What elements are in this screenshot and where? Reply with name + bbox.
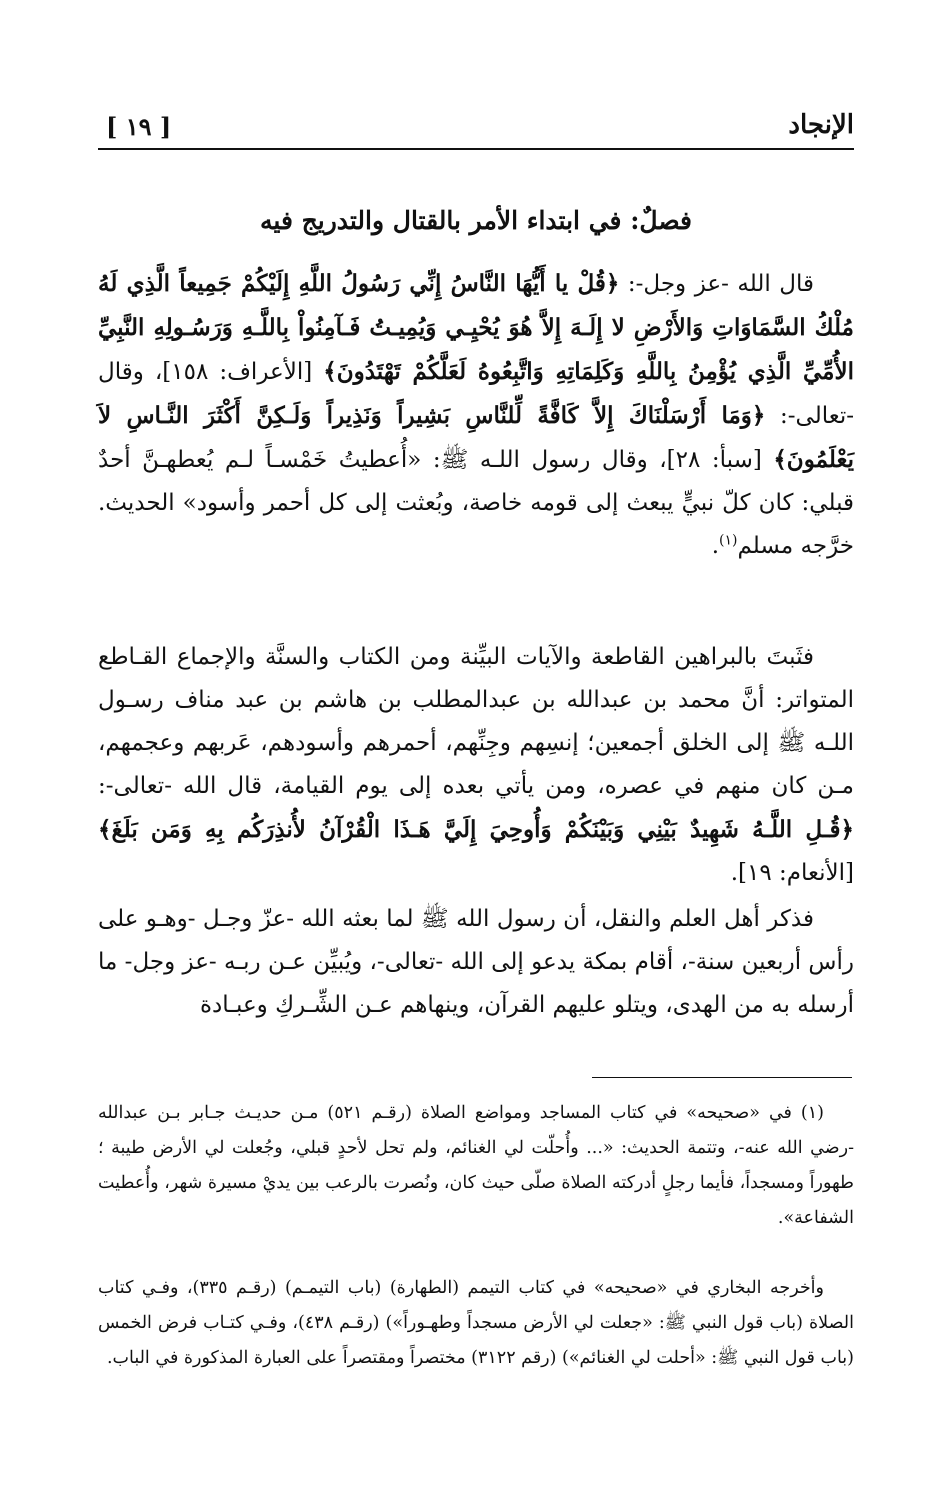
body-paragraph-3 xyxy=(98,898,854,1027)
text-span: . xyxy=(711,533,719,559)
section-heading: فصلٌ: في ابتداء الأمر بالقتال والتدريج فيه xyxy=(260,206,692,235)
footnote-1 xyxy=(98,1096,854,1236)
text-span: [الأعراف: ١٥٨]، وقال -تعالى-: xyxy=(98,359,854,429)
footnote-1-continued xyxy=(98,1271,854,1376)
quran-verse: ﴿قُـلِ اللَّـهُ شَهِيدٌ بَيْنِي وَبَيْنَكُمْ وَأُوحِيَ إِلَيَّ هَـذَا الْقُرْآنُ لأُنذِرَكُم بِهِ وَمَن بَلَغَ﴾ xyxy=(98,816,854,843)
footnote-separator xyxy=(592,1077,852,1078)
text-span: [الأنعام: ١٩]. xyxy=(730,860,854,886)
quran-verse: ﴿وَمَا أَرْسَلْنَاكَ إِلاَّ كَافَّةً لِّلنَّاسِ بَشِيراً وَنَذِيراً وَلَـكِنَّ أَكْثَرَ النَّـاسِ لاَ يَعْلَمُونَ﴾ xyxy=(98,402,854,473)
text-span: قال الله -عز وجل-: xyxy=(619,271,814,297)
body-paragraph-1 xyxy=(98,262,854,568)
text-span: فثَبتَ بالبراهين القاطعة والآيات البيِّنة ومن الكتاب والسنَّة والإجماع القـاطع المتواتر: أنَّ محمد بن عبدالله بن عبدالمطلب بن هاشم بن عبد مناف رسـول اللـه ﷺ إلى الخلق أجمعين؛ إنسِهم وجِنِّهم، أحمرهم وأسودهم، عَربهم وعجمهم، مـن كان منهم في عصره، ومن يأتي بعده إلى يوم القيامة، قال الله -تعالى-: xyxy=(98,644,854,799)
running-header xyxy=(98,108,854,150)
footnote-text: وأخرجه البخاري في «صحيحه» في كتاب التيمم (الطهارة) (باب التيمـم) (رقـم ٣٣٥)، وفـي كتاب الصلاة (باب قول النبي ﷺ: «جعلت لي الأرض مسجداً وطهـوراً») (رقـم ٤٣٨)، وفـي كتـاب فرض الخمس (باب قول النبي ﷺ: «أحلت لي الغنائم») (رقم ٣١٢٢) مختصراً ومقتصراً على العبارة المذكورة في الباب. xyxy=(98,1278,854,1368)
page-number: [ ١٩ ] xyxy=(106,112,172,141)
body-paragraph-2 xyxy=(98,636,854,895)
running-title: الإنجاد xyxy=(788,110,854,140)
footnote-reference[interactable]: (١) xyxy=(719,532,738,549)
quran-verse: ﴿قُلْ يا أَيُّهَا النَّاسُ إِنِّي رَسُولُ اللَّهِ إِلَيْكُمْ جَمِيعاً الَّذِي لَهُ مُلْكُ السَّمَاوَاتِ وَالأَرْضِ لا إِلَـهَ إِلاَّ هُوَ يُحْيِـي وَيُمِيـتُ فَـآمِنُواْ بِاللَّـهِ وَرَسُـولِهِ النَّبِيِّ الأُمِّيِّ الَّذِي يُؤْمِنُ بِاللَّهِ وَكَلِمَاتِهِ وَاتَّبِعُوهُ لَعَلَّكُمْ تَهْتَدُونَ﴾ xyxy=(98,270,854,385)
text-span: فذكر أهل العلم والنقل، أن رسول الله ﷺ لما بعثه الله -عزّ وجـل -وهـو على رأس أربعين سنة-، أقام بمكة يدعو إلى الله -تعالى-، ويُبيِّن عـن ربـه -عز وجل- ما أرسله به من الهدى، ويتلو عليهم القرآن، وينهاهم عـن الشِّـركِ وعبـادة xyxy=(98,906,854,1018)
text-span: [سبأ: ٢٨]، وقال رسول اللـه ﷺ: «أُعطيتُ خَمْسـاً لـم يُعطهـنَّ أحدٌ قبلي: كان كلّ نبيٍّ يبعث إلى قومه خاصة، وبُعثت إلى كل أحمر وأسود» الحديث. خرَّجه مسلم xyxy=(98,447,854,559)
footnote-text: (١) في «صحيحه» في كتاب المساجد ومواضع الصلاة (رقـم ٥٢١) مـن حديـث جـابر بـن عبدالله -رضي الله عنه-، وتتمة الحديث: «... وأُحلّت لي الغنائم، ولم تحل لأحدٍ قبلي، وجُعلت لي الأرض طيبة ؛ طهوراً ومسجداً، فأيما رجلٍ أدركته الصلاة صلّى حيث كان، ونُصرت بالرعب بين يديْ مسيرة شهر، وأُعطيت الشفاعة». xyxy=(98,1103,854,1228)
